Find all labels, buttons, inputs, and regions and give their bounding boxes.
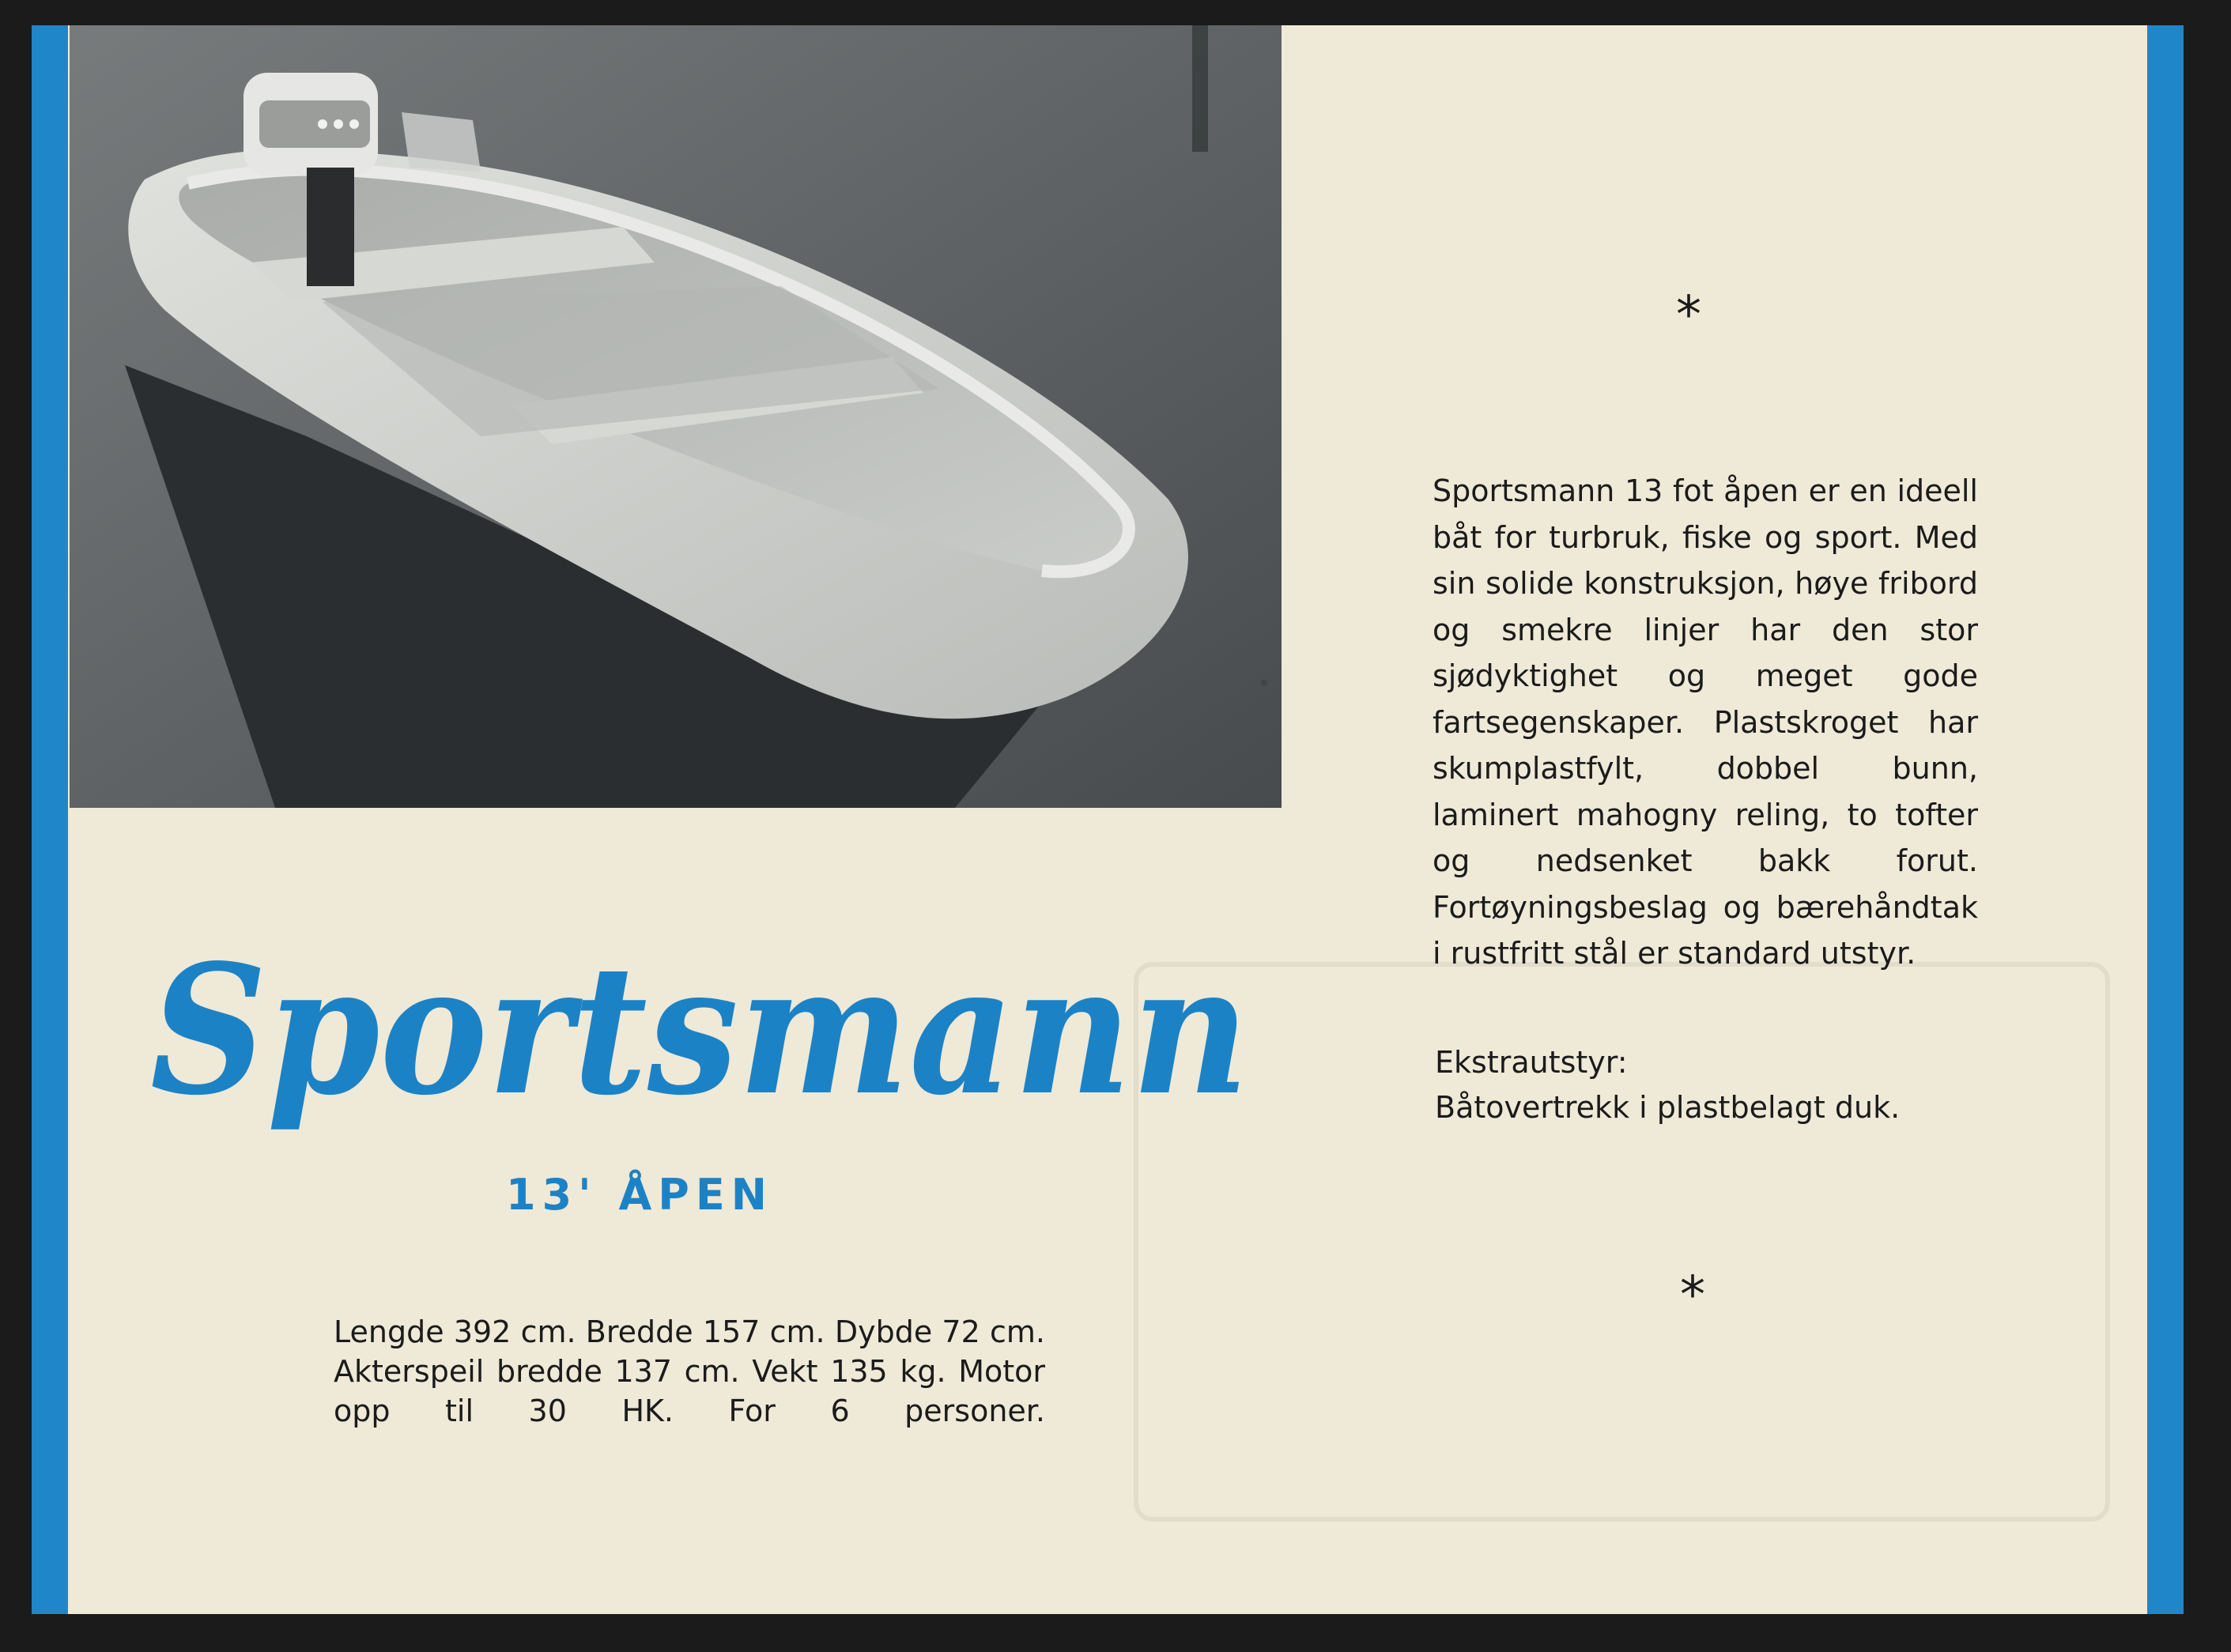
ornament-star-bottom: * [1680, 1266, 1705, 1325]
right-blue-edge [2147, 25, 2184, 1614]
boat-description: Sportsmann 13 fot åpen er en ideell båt for turbruk, fiske og sport. Med sin solide konstruksjon, høye fribord og smekre linjer har den stor sjødyktighet og meget gode fartsegenskaper. Plastskroget har skumplastfylt, dobbel bunn, laminert mahogny reling, to tofter og nedsenket bakk forut. Fortøyningsbeslag og bærehåndtak i rustfritt stål er standard utstyr. [1433, 473, 1978, 971]
brochure-page [32, 25, 2184, 1614]
showthrough-text-1 [1589, 191, 1602, 223]
logo-wordmark: Sportsmann [150, 934, 1249, 1135]
left-blue-edge [32, 25, 68, 1614]
model-name: 13' ÅPEN [506, 1170, 773, 1220]
extras-label: Ekstrautstyr: [1435, 1045, 1628, 1080]
sportsmann-logo [150, 934, 1257, 1179]
boat-photo [70, 25, 1282, 808]
boat-illustration [70, 25, 1282, 808]
ornament-star-top: * [1676, 286, 1701, 345]
extras-value: Båtovertrekk i plastbelagt duk. [1435, 1090, 1901, 1125]
print-speck [1261, 680, 1267, 686]
specifications: Lengde 392 cm. Bredde 157 cm. Dybde 72 cm. Akterspeil bredde 137 cm. Vekt 135 kg. Motor opp til 30 HK. For 6 personer. [334, 1314, 1045, 1428]
